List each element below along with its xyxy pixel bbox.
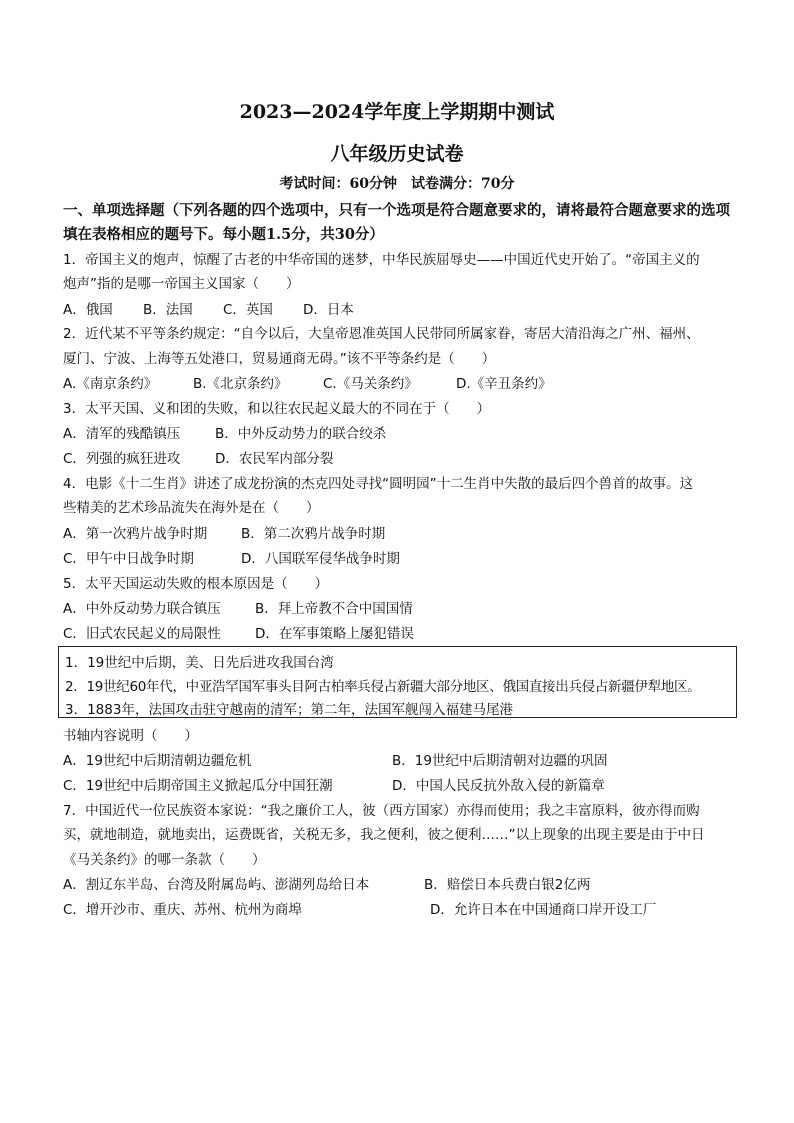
exam-time: 考试时间：60分钟 <box>279 176 397 192</box>
exam-title: 2023—2024学年度上学期期中测试 <box>239 101 555 123</box>
question-5-option-c: C．旧式农民起义的局限性 <box>63 626 221 642</box>
question-5-option-a: A．中外反动势力联合镇压 <box>63 601 221 617</box>
question-3-option-d: D．农民军内部分裂 <box>215 451 334 467</box>
question-4-option-a: A．第一次鸦片战争时期 <box>63 526 208 542</box>
material-item: 2．19世纪60年代，中亚浩罕国军事头目阿古柏率兵侵占新疆大部分地区、俄国直接出兵侵占新疆伊犁地区。 <box>65 679 701 695</box>
question-4-text: 4．电影《十二生肖》讲述了成龙扮演的杰克四处寻找“圆明园”十二生肖中失散的最后四个兽首的故事。这 <box>63 476 694 492</box>
question-3-option-c: C．列强的疯狂进攻 <box>63 451 181 467</box>
question-2-text: 厦门、宁波、上海等五处港口，贸易通商无碍。”该不平等条约是（ ） <box>63 351 496 367</box>
question-7-option-a: A．割辽东半岛、台湾及附属岛屿、澎湖列岛给日本 <box>63 877 370 893</box>
question-3-text: 3．太平天国、义和团的失败，和以往农民起义最大的不同在于（ ） <box>63 401 491 417</box>
question-1-option-b: B．法国 <box>143 302 193 318</box>
question-7-option-c: C．增开沙市、重庆、苏州、杭州为商埠 <box>63 902 302 918</box>
section-heading: 一、单项选择题（下列各题的四个选项中，只有一个选项是符合题意要求的，请将最符合题意要求的选项填在表格相应的题号下。每小题1.5分，共30分） <box>63 202 730 243</box>
question-5-option-b: B．拜上帝教不合中国国情 <box>255 601 413 617</box>
question-4-option-d: D．八国联军侵华战争时期 <box>241 551 400 567</box>
question-6-option-b: B．19世纪中后期清朝对边疆的巩固 <box>392 753 608 769</box>
exam-score: 试卷满分：70分 <box>411 176 515 192</box>
exam-info <box>0 173 794 193</box>
material-item: 3．1883年，法国攻击驻守越南的清军；第二年，法国军舰闯入福建马尾港 <box>65 702 513 718</box>
question-1-option-d: D．日本 <box>303 302 354 318</box>
exam-subtitle: 八年级历史试卷 <box>330 143 464 165</box>
question-2-option-b: B.《北京条约》 <box>193 376 288 392</box>
question-7-text: 《马关条约》的哪一条款（ ） <box>63 852 266 868</box>
question-7-option-d: D．允许日本在中国通商口岸开设工厂 <box>430 902 657 918</box>
question-3-option-b: B．中外反动势力的联合绞杀 <box>215 426 387 442</box>
question-3-option-a: A．清军的残酷镇压 <box>63 426 181 442</box>
question-2-text: 2．近代某不平等条约规定：“自今以后，大皇帝恩准英国人民带同所属家眷，寄居大清沿海之广州、福州、 <box>63 326 700 342</box>
question-6-option-c: C．19世纪中后期帝国主义掀起瓜分中国狂潮 <box>63 778 333 794</box>
question-1-text: 炮声”指的是哪一帝国主义国家（ ） <box>63 276 300 292</box>
question-7-text: 买，就地制造，就地卖出，运费既省，关税无多，我之便利，彼之便利……”以上现象的出现主要是由于中日 <box>63 827 705 843</box>
question-6-material-box <box>58 646 737 718</box>
question-7-text: 7．中国近代一位民族资本家说：“我之廉价工人，彼（西方国家）亦得而使用；我之丰富原料，彼亦得而购 <box>63 803 700 819</box>
question-5-option-d: D．在军事策略上屡犯错误 <box>255 626 414 642</box>
question-4-option-b: B．第二次鸦片战争时期 <box>241 526 386 542</box>
question-1-option-a: A．俄国 <box>63 302 113 318</box>
question-1-text: 1．帝国主义的炮声，惊醒了古老的中华帝国的迷梦，中华民族屈辱史——中国近代史开始了。“帝国主义的 <box>63 252 700 268</box>
question-6-option-d: D．中国人民反抗外敌入侵的新篇章 <box>392 778 605 794</box>
question-2-option-c: C.《马关条约》 <box>323 376 418 392</box>
material-item: 1．19世纪中后期，美、日先后进攻我国台湾 <box>65 655 334 671</box>
question-1-option-c: C．英国 <box>223 302 273 318</box>
question-6-option-a: A．19世纪中后期清朝边疆危机 <box>63 753 252 769</box>
question-7-option-b: B．赔偿日本兵费白银2亿两 <box>424 877 591 893</box>
question-5-text: 5．太平天国运动失败的根本原因是（ ） <box>63 576 329 592</box>
question-2-option-a: A.《南京条约》 <box>63 376 158 392</box>
question-6-text: 书轴内容说明（ ） <box>63 728 198 744</box>
question-2-option-d: D.《辛丑条约》 <box>456 376 552 392</box>
question-4-option-c: C．甲午中日战争时期 <box>63 551 194 567</box>
question-4-text: 些精美的艺术珍品流失在海外是在（ ） <box>63 500 320 516</box>
